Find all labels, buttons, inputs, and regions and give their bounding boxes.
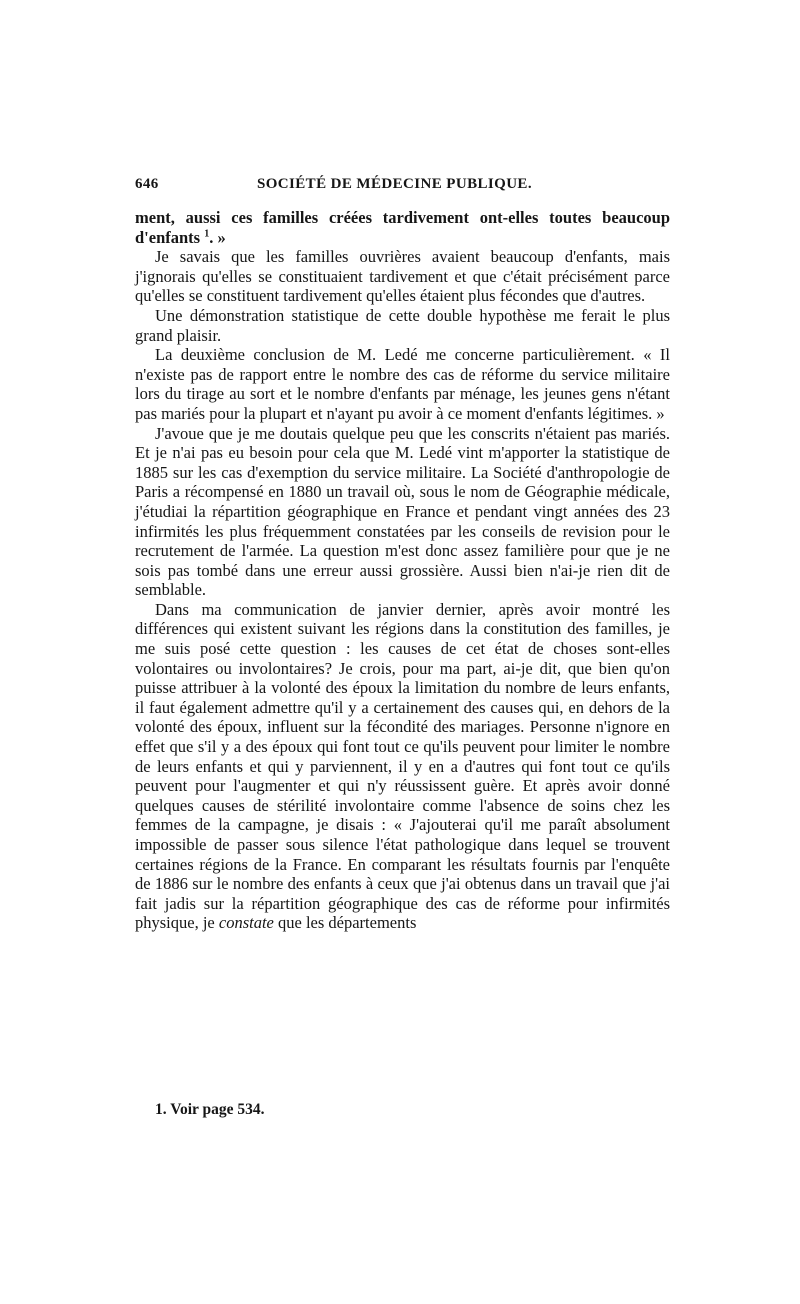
paragraph: Une démonstration statistique de cette double hypothèse me ferait le plus grand plaisir.: [135, 305, 670, 345]
paragraph: La deuxième conclusion de M. Ledé me concerne particulièrement. « Il n'existe pas de rapport entre le nombre des cas de réforme du service militaire lors du tirage au sort et le nombre d'enfants par ménage, les jeunes gens n'étant pas mariés pour la plupart et n'ayant pu avoir à ce moment d'enfants légitimes. »: [135, 345, 670, 423]
paragraph-text: Dans ma communication de janvier dernier, après avoir montré les différences qui existent suivant les régions dans la constitution des familles, je me suis posé cette question : les causes de cet état de choses sont-elles volontaires ou involontaires? Je crois, pour ma part, ai-je dit, que bien qu'on puisse attribuer à la volonté des époux la limitation du nombre de leurs enfants, il faut également admettre qu'il y a certainement des causes qui, en dehors de la volonté des époux, influent sur la fécondité des mariages. Personne n'ignore en effet que s'il y a des époux qui font tout ce qu'ils peuvent pour limiter le nombre de leurs enfants et qui y parviennent, il y en a d'autres qui font tout ce qu'ils peuvent pour l'augmenter et qui n'y réussissent guère. Et après avoir donné quelques causes de stérilité involontaire comme l'absence de soins chez les femmes de la campagne, je disais : « J'ajouterai qu'il me paraît absolument impossible de passer sous silence l'état pathologique dans lequel se trouvent certaines régions de la France. En comparant les résultats fournis par l'enquête de 1886 sur le nombre des enfants à ceux que j'ai obtenus dans un travail que j'ai fait jadis sur la répartition géographique des cas de réforme pour infirmités physique, je: [135, 599, 670, 933]
paragraph: [135, 208, 670, 247]
body-text: [135, 208, 670, 933]
running-title: SOCIÉTÉ DE MÉDECINE PUBLIQUE.: [257, 176, 532, 192]
footnote-reference: 1: [204, 228, 210, 240]
paragraph-text: ment, aussi ces familles créées tardivement ont-elles toutes beaucoup d'enfants: [135, 208, 670, 247]
running-head: [135, 176, 670, 198]
footnote: 1. Voir page 534.: [155, 1101, 265, 1118]
page-number: 646: [135, 176, 159, 192]
paragraph-tail: que les départements: [273, 913, 417, 933]
paragraph: J'avoue que je me doutais quelque peu que les conscrits n'étaient pas mariés. Et je n'ai pas eu besoin pour cela que M. Ledé vint m'apporter la statistique de 1885 sur les cas d'exemption du service militaire. La Société d'anthropologie de Paris a récompensé en 1880 un travail où, sous le nom de Géographie médicale, j'étudiai la répartition géographique en France et pendant vingt années des 23 infirmités les plus fréquemment constatées par les conseils de revision pour le recrutement de l'armée. La question m'est donc assez familière pour que je ne sois pas tombé dans une erreur aussi grossière. Aussi bien n'ai-je rien dit de semblable.: [135, 423, 670, 600]
paragraph-tail: . »: [209, 227, 226, 247]
emphasized-word: constate: [218, 913, 274, 933]
paragraph: [135, 600, 670, 933]
paragraph: Je savais que les familles ouvrières avaient beaucoup d'enfants, mais j'ignorais qu'elles se constituaient tardivement et que c'était précisément parce qu'elles se constituent tardivement qu'elles étaient plus fécondes que d'autres.: [135, 247, 670, 306]
